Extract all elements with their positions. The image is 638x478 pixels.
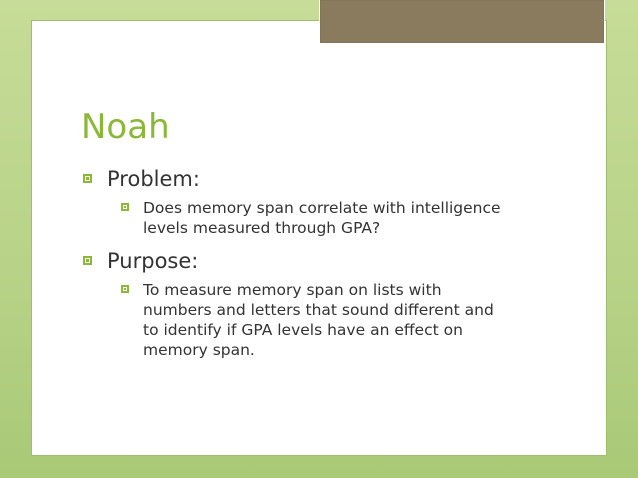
bullet-item-problem — [81, 166, 551, 192]
sub-bullet-line: Does memory span correlate with intelligence — [143, 199, 501, 217]
sub-bullet-line: to identify if GPA levels have an effect on — [143, 321, 463, 339]
sub-bullet-line: numbers and letters that sound different and — [143, 301, 494, 319]
sub-bullet-problem — [81, 198, 551, 238]
sub-bullet-line: memory span. — [143, 341, 255, 359]
bullet-list — [81, 166, 551, 370]
sub-bullet-purpose — [81, 280, 551, 360]
square-bullet-icon — [121, 285, 129, 293]
header-tab-decoration — [319, 0, 605, 44]
bullet-label-purpose: Purpose: — [107, 249, 199, 273]
sub-bullet-line: To measure memory span on lists with — [143, 281, 442, 299]
bullet-label-problem: Problem: — [107, 167, 200, 191]
sub-bullet-line: levels measured through GPA? — [143, 219, 381, 237]
square-bullet-icon — [83, 256, 92, 265]
square-bullet-icon — [83, 174, 92, 183]
bullet-item-purpose — [81, 248, 551, 274]
square-bullet-icon — [121, 203, 129, 211]
slide-title: Noah — [81, 107, 170, 147]
